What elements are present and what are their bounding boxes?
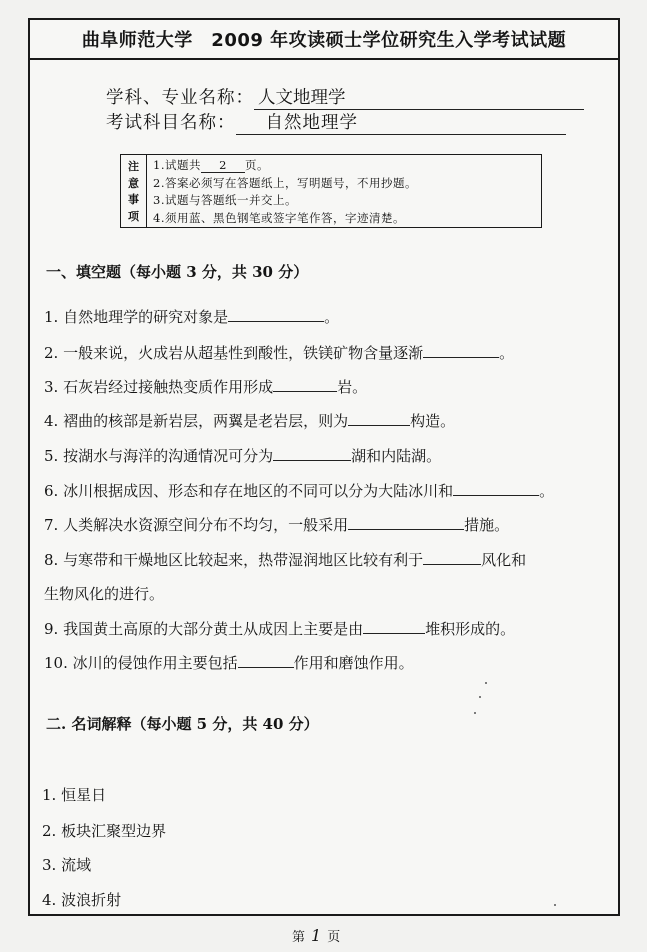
section-1-heading: 一、填空题（每小题 3 分，共 30 分） (46, 263, 309, 281)
answer-blank (348, 411, 410, 426)
question-text: 8. 与寒带和干燥地区比较起来，热带湿润地区比较有利于 (44, 551, 424, 569)
question-text: 措施。 (464, 516, 510, 534)
question-text: 6. 冰川根据成因、形态和存在地区的不同可以分为大陆冰川和 (44, 482, 454, 500)
notes-box (120, 154, 542, 228)
answer-blank (273, 446, 351, 461)
question-text: 1. 自然地理学的研究对象是 (44, 308, 229, 326)
question-3 (44, 376, 367, 397)
question-1 (44, 306, 339, 327)
answer-blank (238, 653, 294, 668)
notes-label-char: 注 (128, 160, 139, 174)
footer-suffix: 页 (327, 930, 341, 945)
question-text: 作用和磨蚀作用。 (293, 654, 414, 672)
note-item-1 (153, 157, 417, 175)
subject-value: 自然地理学 (236, 112, 566, 135)
note-text: 页。 (244, 158, 269, 172)
question-text: 3. 石灰岩经过接触热变质作用形成 (44, 378, 274, 396)
question-text: 。 (324, 308, 340, 326)
answer-blank (423, 550, 481, 565)
note-item-2: 2.答案必须写在答题纸上，写明题号，不用抄题。 (153, 175, 417, 190)
question-10 (44, 652, 414, 673)
question-text: 10. 冰川的侵蚀作用主要包括 (44, 654, 238, 672)
exam-title: 曲阜师范大学 2009 年攻读硕士学位研究生入学考试试题 (81, 30, 567, 51)
question-text: 风化和 (481, 551, 527, 569)
answer-blank (273, 377, 337, 392)
scan-speck (474, 712, 476, 714)
term-item: 1. 恒星日 (42, 786, 107, 804)
term-item: 4. 波浪折射 (42, 891, 122, 909)
question-8 (44, 549, 526, 570)
question-text: 湖和内陆湖。 (351, 447, 442, 465)
note-item-3: 3.试题与答题纸一并交上。 (153, 193, 297, 207)
footer-prefix: 第 (292, 930, 306, 945)
question-text: 。 (539, 482, 555, 500)
question-6 (44, 480, 554, 501)
notes-label (121, 155, 147, 227)
page-count: 2 (201, 159, 245, 173)
note-text: 1.试题共 (153, 158, 201, 172)
question-text: 堆积形成的。 (425, 620, 516, 638)
major-line (106, 84, 584, 110)
question-5 (44, 445, 441, 466)
answer-blank (453, 481, 539, 496)
answer-blank (348, 515, 464, 530)
subject-label: 考试科目名称： (106, 113, 236, 133)
question-8-continued: 生物风化的进行。 (44, 585, 165, 603)
scan-speck (554, 904, 556, 906)
answer-blank (228, 307, 324, 322)
question-text: 9. 我国黄土高原的大部分黄土从成因上主要是由 (44, 620, 364, 638)
question-text: 岩。 (337, 378, 368, 396)
scan-speck (479, 696, 481, 698)
question-9 (44, 618, 515, 639)
question-text: 2. 一般来说，火成岩从超基性到酸性，铁镁矿物含量逐渐 (44, 344, 424, 362)
major-label: 学科、专业名称： (106, 88, 254, 108)
notes-list (147, 155, 417, 227)
title-divider (30, 58, 618, 60)
notes-label-char: 意 (128, 176, 139, 190)
term-item: 3. 流域 (42, 856, 92, 874)
term-item: 2. 板块汇聚型边界 (42, 822, 167, 840)
major-value: 人文地理学 (254, 87, 584, 110)
footer-page-number: 1 (311, 926, 322, 945)
question-text: 。 (499, 344, 515, 362)
question-7 (44, 514, 509, 535)
page-footer (292, 926, 340, 945)
answer-blank (363, 619, 425, 634)
question-text: 7. 人类解决水资源空间分布不均匀，一般采用 (44, 516, 349, 534)
scan-speck (485, 682, 487, 684)
subject-line (106, 109, 566, 135)
notes-label-char: 项 (128, 209, 139, 223)
question-text: 5. 按湖水与海洋的沟通情况可分为 (44, 447, 274, 465)
question-text: 4. 褶曲的核部是新岩层，两翼是老岩层，则为 (44, 412, 349, 430)
question-text: 构造。 (410, 412, 456, 430)
answer-blank (423, 343, 499, 358)
notes-label-char: 事 (128, 193, 139, 207)
question-2 (44, 342, 514, 363)
exam-sheet (28, 18, 620, 916)
note-item-4: 4.须用蓝、黑色钢笔或签字笔作答，字迹清楚。 (153, 210, 405, 225)
section-2-heading: 二. 名词解释（每小题 5 分，共 40 分） (46, 715, 319, 733)
question-4 (44, 410, 455, 431)
